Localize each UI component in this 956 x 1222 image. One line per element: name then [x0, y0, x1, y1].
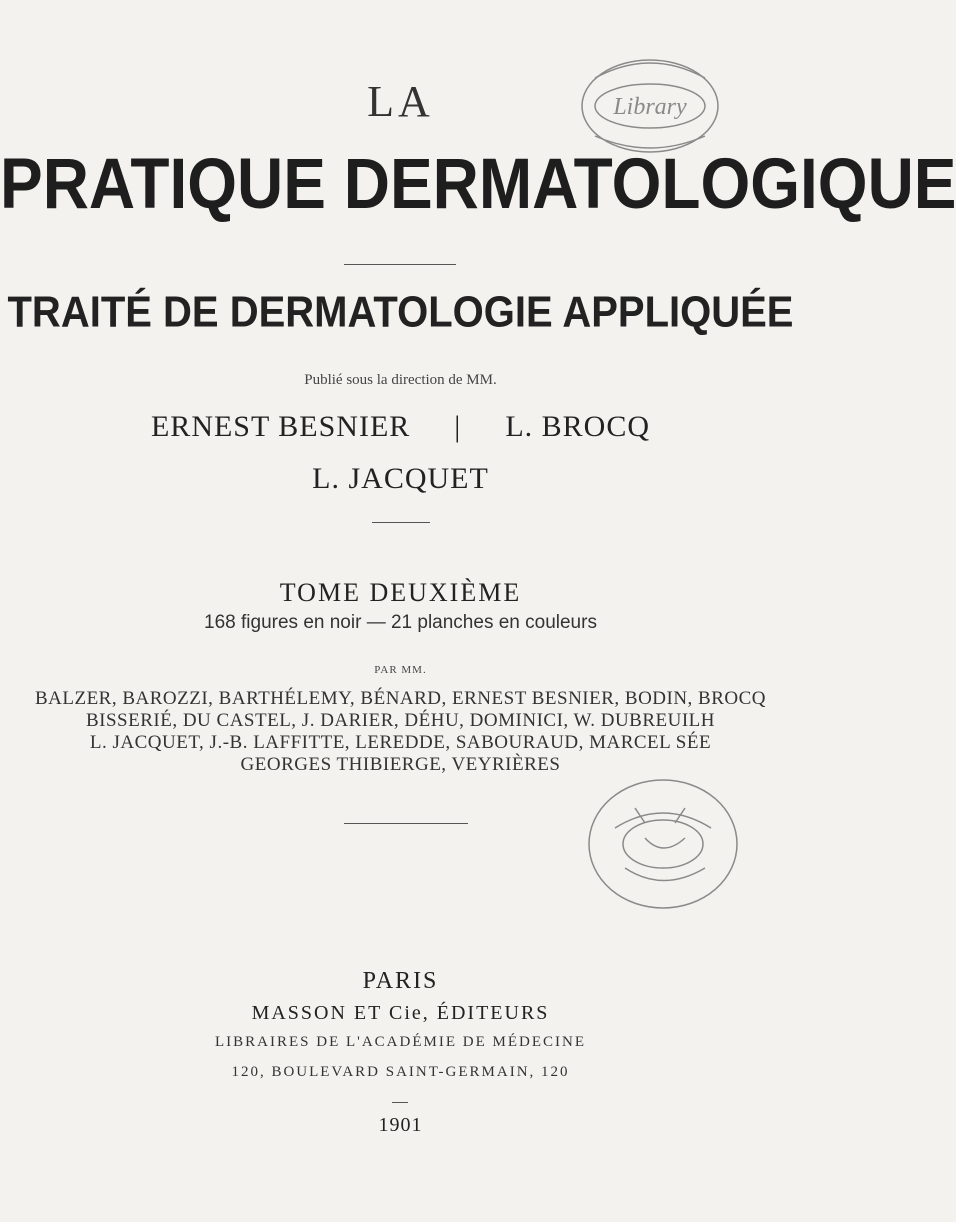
director-besnier: ERNEST BESNIER: [150, 410, 411, 443]
authors-line: BISSERIÉ, DU CASTEL, J. DARIER, DÉHU, DOMINICI, W. DUBREUILH: [85, 710, 716, 731]
imprint-year: 1901: [378, 1114, 423, 1136]
authors-line: L. JACQUET, J.-B. LAFFITTE, LEREDDE, SABOURAUD, MARCEL SÉE: [89, 732, 712, 753]
director-brocq: L. BROCQ: [505, 410, 650, 443]
title-la: LA: [367, 77, 434, 126]
directors-line: [0, 410, 801, 444]
section-divider: [372, 522, 430, 523]
figures-line: 168 figures en noir — 21 planches en couleurs: [204, 612, 597, 633]
imprint-publisher: MASSON ET Cie, ÉDITEURS: [251, 1002, 550, 1024]
authors-list: [0, 688, 801, 776]
imprint-libraires: LIBRAIRES DE L'ACADÉMIE DE MÉDECINE: [214, 1034, 586, 1050]
imprint-divider: [344, 823, 468, 824]
imprint-address: 120, BOULEVARD SAINT-GERMAIN, 120: [231, 1064, 570, 1080]
authors-line: BALZER, BAROZZI, BARTHÉLEMY, BÉNARD, ERNEST BESNIER, BODIN, BROCQ: [34, 688, 767, 709]
subtitle: TRAITÉ DE DERMATOLOGIE APPLIQUÉE: [7, 288, 794, 337]
publisher-device-icon: [575, 768, 745, 918]
title-divider: [344, 264, 456, 265]
tome-heading: TOME DEUXIÈME: [279, 578, 522, 607]
stamp-library-text: Library: [613, 94, 687, 120]
authors-line: GEORGES THIBIERGE, VEYRIÈRES: [240, 754, 561, 775]
main-title: PRATIQUE DERMATOLOGIQUE: [0, 143, 956, 224]
direction-label: Publié sous la direction de MM.: [304, 372, 497, 388]
director-separator: |: [454, 410, 462, 443]
imprint-city: PARIS: [362, 968, 439, 994]
director-jacquet: L. JACQUET: [312, 462, 489, 495]
year-divider: [392, 1102, 408, 1103]
par-mm: PAR MM.: [374, 664, 427, 676]
